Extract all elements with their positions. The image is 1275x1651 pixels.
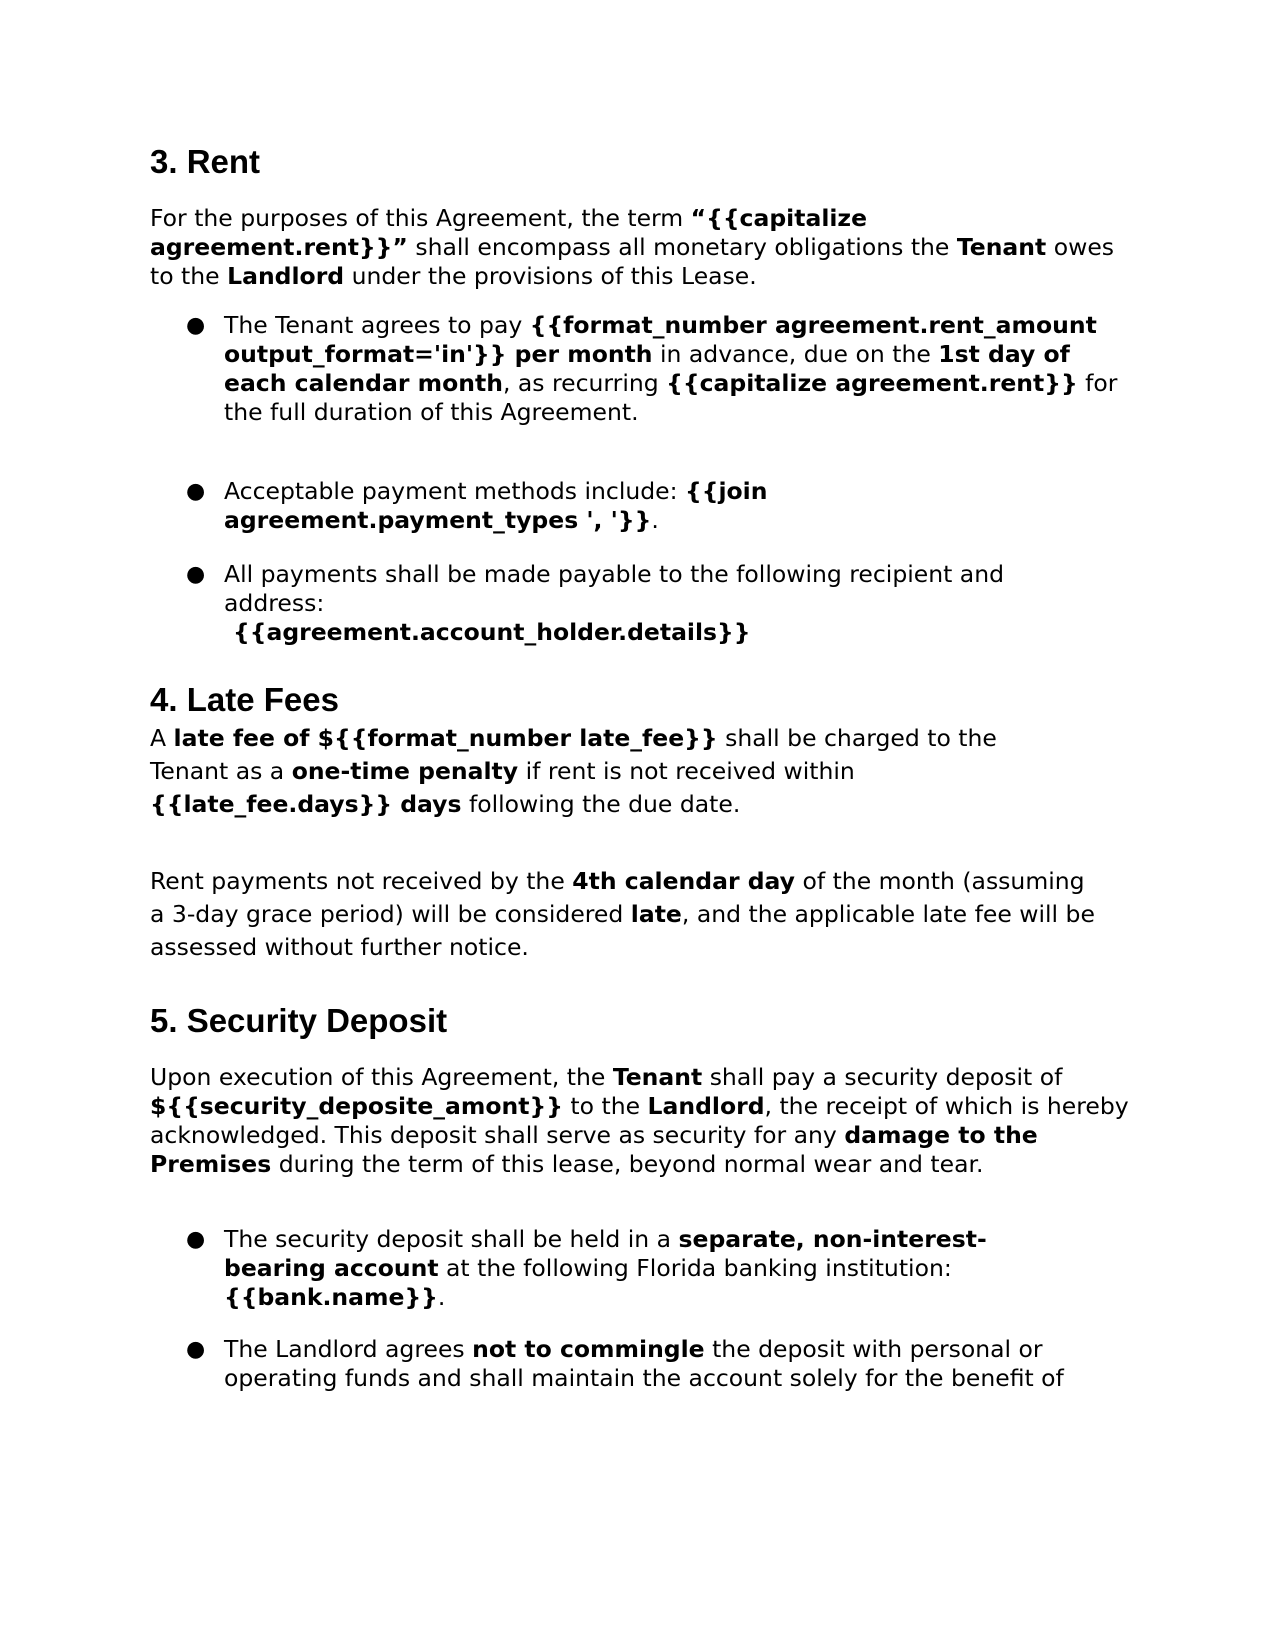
bullet-icon: ● xyxy=(186,1227,206,1252)
section-heading-security-deposit: 5. Security Deposit xyxy=(150,1002,448,1039)
late-fee-paragraph: A late fee of ${{format_number late_fee}} shall be charged to the Tenant as a one-time penalty if rent is not received within {{late_fee.days}} days following the due date. xyxy=(150,724,997,818)
bullet-icon: ● xyxy=(186,562,206,587)
bullet-icon: ● xyxy=(186,313,206,338)
section-heading-late-fees: 4. Late Fees xyxy=(150,681,339,718)
bullet-text: The security deposit shall be held in a separate, non-interest-bearing account at the following Florida banking institution: {{bank.name}}. xyxy=(224,1225,987,1311)
grace-period-paragraph: Rent payments not received by the 4th calendar day of the month (assuming a 3-day grace period) will be considered late, and the applicable late fee will be assessed without further notice. xyxy=(150,867,1095,961)
rent-bullet-amount xyxy=(186,311,1124,427)
bullet-text: Acceptable payment methods include: {{join agreement.payment_types ', '}}. xyxy=(224,477,768,534)
bullet-icon: ● xyxy=(186,1337,206,1362)
bullet-text: All payments shall be made payable to the following recipient and address: {{agreement.account_holder.details}} xyxy=(224,560,1005,646)
rent-intro-paragraph: For the purposes of this Agreement, the term “{{capitalize agreement.rent}}” shall encompass all monetary obligations the Tenant owes to the Landlord under the provisions of this Lease. xyxy=(150,204,1115,290)
deposit-bullet-commingle xyxy=(186,1335,1124,1393)
rent-bullet-payee xyxy=(186,560,1124,647)
bullet-text: The Landlord agrees not to commingle the deposit with personal or operating funds and shall maintain the account solely for the benefit of xyxy=(224,1335,1064,1392)
bullet-text: The Tenant agrees to pay {{format_number agreement.rent_amount output_format='in'}} per month in advance, due on the 1st day of each calendar month, as recurring {{capitalize agreement.rent}} for the full duration of this Agreement. xyxy=(224,311,1118,426)
security-deposit-intro-paragraph: Upon execution of this Agreement, the Tenant shall pay a security deposit of ${{security_deposite_amont}} to the Landlord, the receipt of which is hereby acknowledged. This deposit shall serve as security for any damage to the Premises during the term of this lease, beyond normal wear and tear. xyxy=(150,1063,1129,1178)
rent-bullet-payment-methods xyxy=(186,477,864,535)
bullet-icon: ● xyxy=(186,479,206,504)
deposit-bullet-account xyxy=(186,1225,1024,1312)
section-heading-rent: 3. Rent xyxy=(150,143,261,180)
